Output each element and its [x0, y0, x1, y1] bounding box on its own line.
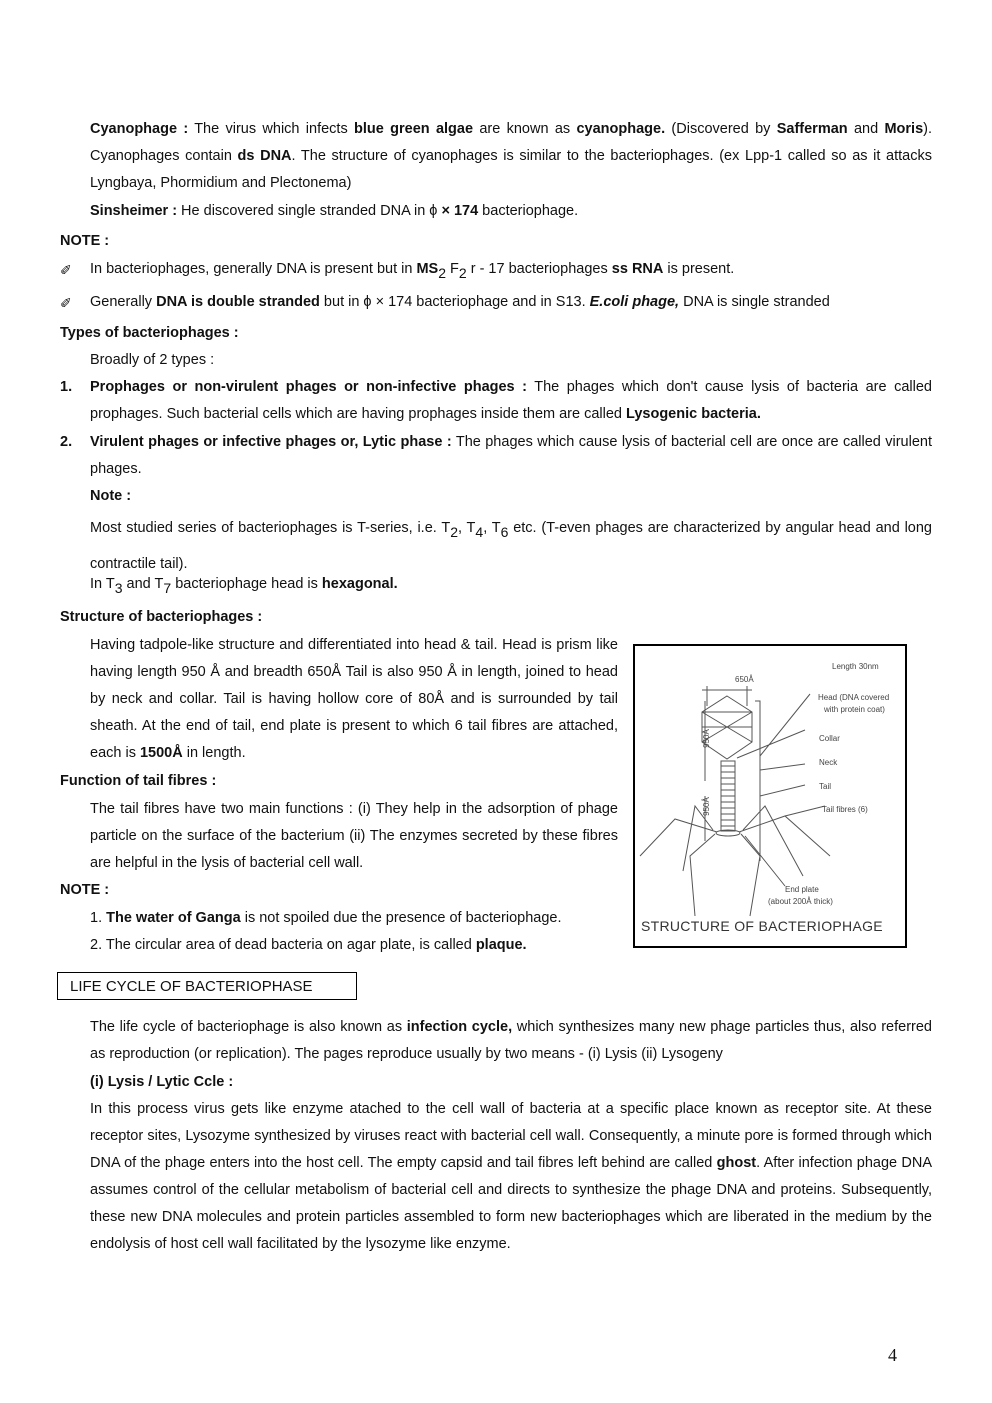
subscript: 3: [114, 580, 123, 596]
diagram-caption: STRUCTURE OF BACTERIOPHAGE: [641, 918, 883, 934]
text-run: infection cycle,: [406, 1019, 513, 1035]
cyanophage-paragraph: [90, 116, 932, 197]
text-run: in length.: [182, 745, 246, 761]
text-run: In bacteriophages, generally DNA is present but in: [90, 261, 417, 277]
text-run: plaque.: [475, 937, 527, 953]
text-run: blue green algae: [354, 121, 474, 137]
text-run: 2. The circular area of dead bacteria on agar plate, is called: [90, 937, 476, 953]
page-number: 4: [888, 1345, 897, 1365]
breadth-label: 650Å: [735, 675, 754, 684]
note-heading: [60, 228, 109, 255]
text-run: E.coli phage,: [589, 294, 680, 310]
length-label: Length 30nm: [832, 662, 879, 671]
text-run: and: [847, 121, 885, 137]
tail-length-label: 950Å: [701, 797, 711, 816]
collar-label: Collar: [819, 734, 840, 743]
item-number: 1.: [60, 379, 73, 395]
text-run: The tail fibres have two main functions : (i) They help in the adsorption of phage particle on the surface of the bacterium (ii) The enzymes secreted by these fibres are helpful in the lysis of bacterial cell wall.: [90, 801, 618, 871]
text-run: In T: [90, 576, 115, 592]
text-run: He discovered single stranded DNA in ϕ: [177, 203, 442, 219]
text-run: Structure of bacteriophages :: [60, 609, 263, 625]
text-run: are known as: [473, 121, 577, 137]
text-run: ss RNA: [611, 261, 664, 277]
text-run: r - 17 bacteriophages: [466, 261, 612, 277]
text-run: DNA is double stranded: [156, 294, 320, 310]
text-run: DNA is single stranded: [679, 294, 830, 310]
item-number: 2.: [60, 434, 73, 450]
text-run: F: [446, 261, 459, 277]
note-bullet: [90, 256, 932, 287]
prophages-item: [90, 374, 932, 428]
text-run: but in ϕ × 174 bacteriophage and in S13.: [319, 294, 590, 310]
text-run: is not spoiled due the presence of bacteriophage.: [240, 910, 562, 926]
life-cycle-paragraph: [90, 1014, 932, 1068]
text-run: Moris: [884, 121, 924, 137]
section-title: LIFE CYCLE OF BACTERIOPHASE: [57, 972, 357, 1000]
head-label: with protein coat): [824, 705, 885, 714]
note-heading: [90, 483, 932, 510]
text-run: is present.: [663, 261, 735, 277]
text-run: Generally: [90, 294, 157, 310]
text-run: ds DNA: [237, 148, 292, 164]
structure-heading: [60, 604, 262, 631]
end-plate-label: End plate: [785, 885, 819, 894]
text-run: Cyanophage :: [90, 121, 189, 137]
text-run: Note :: [90, 488, 132, 504]
text-run: NOTE :: [60, 882, 110, 898]
text-run: ). Cyanophages contain: [90, 121, 932, 164]
text-run: Function of tail fibres :: [60, 773, 217, 789]
text-run: , T: [483, 520, 501, 536]
broadly-text: [90, 347, 932, 374]
text-run: Types of bacteriophages :: [60, 325, 239, 341]
function-paragraph: [90, 796, 618, 877]
text-run: Lysogenic bacteria.: [626, 406, 761, 422]
subscript: 2: [438, 265, 446, 281]
subscript: 6: [500, 524, 509, 540]
note-item: [90, 905, 562, 932]
structure-paragraph: [90, 632, 618, 767]
text-run: Having tadpole-like structure and differentiated into head & tail. Head is prism like having length 950 Å and breadth 650Å Tail is also 950 Å in length, joined to head by neck and collar. Tail is having hollow core of 80Å and is surrounded by tail sheath. At the end of tail, end plate is present to which 6 tail fibres are attached, each is: [90, 637, 618, 761]
tseries-text: [90, 512, 932, 580]
text-run: In this process virus gets like enzyme atached to the cell wall of bacteria at a specific place known as receptor site. At these receptor sites, Lysozyme synthesized by viruses react with bacterial cell wall. Consequently, a minute pore is formed through which DNA of the phage enters into the host cell. The empty capsid and tail fibres left behind are called: [90, 1101, 932, 1171]
hexagonal-text: [90, 571, 932, 602]
sinsheimer-paragraph: [90, 198, 932, 225]
text-run: . The structure of cyanophages is similar to the bacteriophages. (ex Lpp-1 called so as it attacks Lyngbaya, Phormidium and Plectonema): [90, 148, 932, 191]
end-plate-label: (about 200Å thick): [768, 897, 833, 906]
text-run: NOTE :: [60, 233, 110, 249]
text-run: Broadly of 2 types :: [90, 352, 215, 368]
text-run: (i) Lysis / Lytic Ccle :: [90, 1074, 234, 1090]
neck-label: Neck: [819, 758, 838, 767]
text-run: Most studied series of bacteriophages is T-series, i.e. T: [90, 520, 451, 536]
function-heading: [60, 768, 216, 795]
text-run: Prophages or non-virulent phages or non-infective phages :: [90, 379, 527, 395]
text-run: MS: [416, 261, 439, 277]
tail-label: Tail: [819, 782, 832, 791]
text-run: 1500Å: [139, 745, 183, 761]
pencil-icon: ✐: [60, 295, 72, 311]
text-run: cyanophage.: [576, 121, 666, 137]
text-run: . After infection phage DNA assumes control of the cellular metabolism of bacterial cell and directs to synthesize the phage DNA and proteins. Subsequently, these new DNA molecules and protein particles assembled to form new bacteriophages which are liberated in the medium by the endolysis of host cell wall facilitated by the lysozyme like enzyme.: [90, 1155, 932, 1252]
text-run: bacteriophage head is: [171, 576, 322, 592]
text-run: and T: [122, 576, 164, 592]
text-run: ghost: [716, 1155, 757, 1171]
pencil-icon: ✐: [60, 262, 72, 278]
text-run: The water of Ganga: [106, 910, 241, 926]
text-run: The life cycle of bacteriophage is also known as: [90, 1019, 407, 1035]
note-bullet: [90, 289, 932, 316]
subscript: 7: [163, 580, 172, 596]
text-run: (Discovered by: [665, 121, 777, 137]
text-run: bacteriophage.: [478, 203, 579, 219]
subscript: 4: [475, 524, 484, 540]
text-run: Safferman: [776, 121, 848, 137]
lysis-paragraph: [90, 1096, 932, 1258]
subscript: 2: [458, 265, 467, 281]
text-run: The phages which cause lysis of bacterial cell are once are called virulent phages.: [90, 434, 933, 477]
virulent-item: [90, 429, 932, 483]
text-run: The virus which infects: [188, 121, 355, 137]
text-run: hexagonal.: [321, 576, 398, 592]
note-item: [90, 932, 527, 959]
subscript: 2: [450, 524, 458, 540]
text-run: etc. (T-even phages are characterized by angular head and long contractile tail).: [90, 520, 932, 572]
text-run: Virulent phages or infective phages or, Lytic phase :: [90, 434, 452, 450]
tail-fibres-label: Tail fibres (6): [822, 805, 868, 814]
text-run: which synthesizes many new phage particles thus, also referred as reproduction (or replication). The pages reproduce usually by two means - (i) Lysis (ii) Lysogeny: [90, 1019, 932, 1062]
note-heading: [60, 877, 109, 904]
types-heading: [60, 320, 239, 347]
head-label: Head (DNA covered: [818, 693, 890, 702]
text-run: Sinsheimer :: [90, 203, 178, 219]
text-run: The phages which don't cause lysis of bacteria are called prophages. Such bacterial cells which are having prophages inside them are called: [90, 379, 932, 422]
bacteriophage-diagram: [633, 644, 907, 948]
lysis-heading: [90, 1069, 932, 1096]
text-run: 1.: [90, 910, 107, 926]
text-run: , T: [457, 520, 476, 536]
text-run: × 174: [441, 203, 479, 219]
head-length-label: 950Å: [701, 729, 711, 748]
